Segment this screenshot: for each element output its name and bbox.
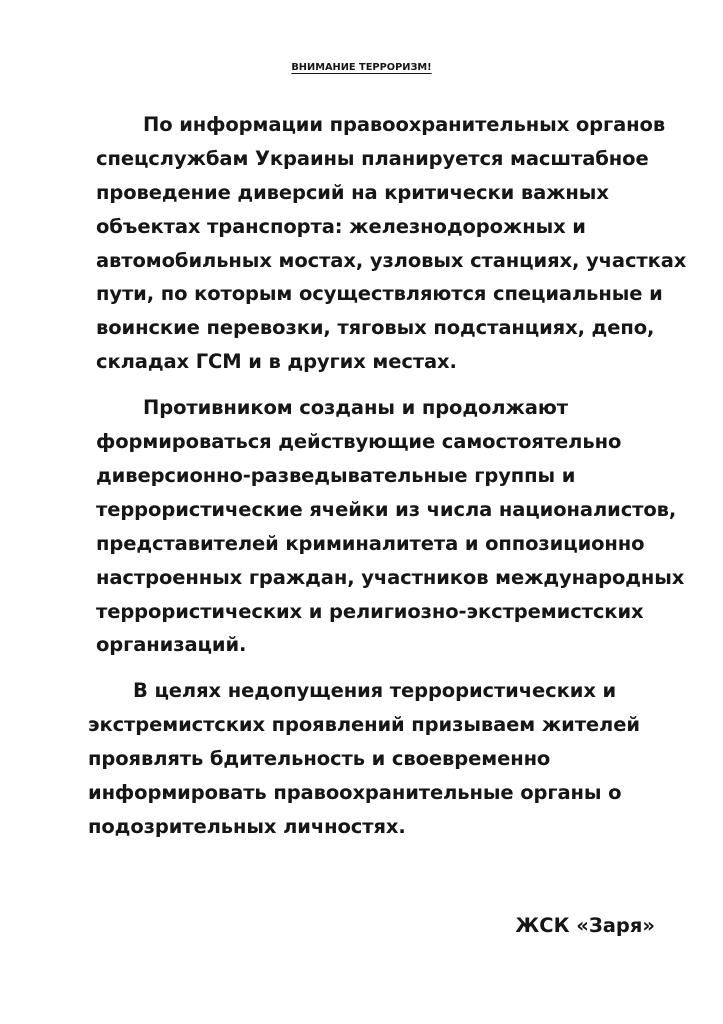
paragraph-line: автомобильных мостах, узловых станциях, участках [96, 249, 687, 272]
paragraph-line: проявлять бдительность и своевременно [88, 747, 551, 770]
paragraph-line: объектах транспорта: железнодорожных и [96, 215, 586, 238]
document-title: ВНИМАНИЕ ТЕРРОРИЗМ! [291, 62, 432, 73]
paragraph-line: информировать правоохранительные органы о [88, 781, 622, 804]
paragraph-line: складах ГСМ и в других местах. [96, 350, 457, 373]
paragraph-line: настроенных граждан, участников международных [96, 566, 685, 589]
paragraph-line: спецслужбам Украины планируется масштабное [96, 147, 649, 170]
paragraph-line: представителей криминалитета и оппозиционно [96, 532, 645, 555]
paragraph-line: подозрительных личностях. [88, 815, 406, 838]
paragraph-line: Противником созданы и продолжают [143, 396, 568, 419]
paragraph-line: По информации правоохранительных органов [143, 113, 666, 136]
paragraph-line: проведение диверсий на критически важных [96, 181, 609, 204]
paragraph-line: диверсионно-разведывательные группы и [96, 464, 576, 487]
paragraph-line: террористических и религиозно-экстремистских [96, 600, 644, 623]
paragraph-line: воинские перевозки, тяговых подстанциях, депо, [96, 316, 655, 339]
paragraph-line: террористические ячейки из числа националистов, [96, 498, 677, 521]
paragraph-line: В целях недопущения террористических и [133, 679, 617, 702]
paragraph-line: пути, по которым осуществляются специальные и [96, 282, 663, 305]
paragraph-line: формироваться действующие самостоятельно [96, 430, 622, 453]
paragraph-line: экстремистских проявлений призываем жителей [88, 713, 640, 736]
signature: ЖСК «Заря» [515, 914, 655, 937]
paragraph-line: организаций. [96, 633, 247, 656]
